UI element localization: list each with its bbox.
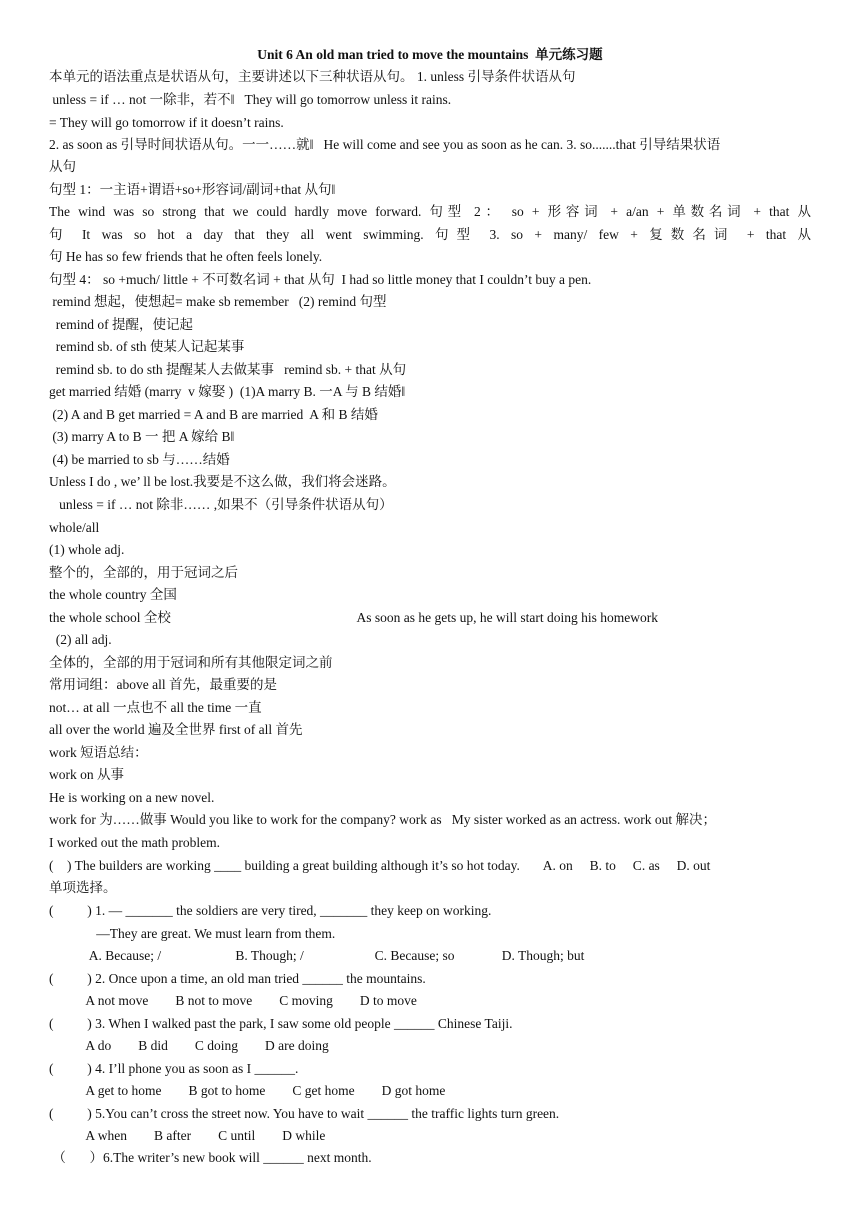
text-line: work 短语总结： xyxy=(49,745,148,760)
text-line: (2) A and B get married = A and B are married A 和 B 结婚 xyxy=(49,407,378,422)
section-heading: 单项选择。 xyxy=(49,880,117,895)
question-line: —They are great. We must learn from them. xyxy=(49,926,336,941)
answer-options: A get to home B got to home C get home D got home xyxy=(49,1083,446,1098)
text-line: the whole country 全国 xyxy=(49,587,177,602)
text-line: (2) all adj. xyxy=(49,632,112,647)
answer-options: A not move B not to move C moving D to move xyxy=(49,993,417,1008)
answer-options: A do B did C doing D are doing xyxy=(49,1038,329,1053)
text-line: unless = if … not 一除非，若不‖ They will go tomorrow unless it rains. xyxy=(49,92,452,107)
question-line: ( ) The builders are working ____ building a great building although it’s so hot today. A. on B. to C. as D. out xyxy=(49,858,711,873)
text-line: remind sb. of sth 使某人记起某事 xyxy=(49,339,245,354)
text-line: 常用词组：above all 首先，最重要的是 xyxy=(49,677,277,692)
text-line: 全体的，全部的用于冠词和所有其他限定词之前 xyxy=(49,655,333,670)
text-line: (4) be married to sb 与……结婚 xyxy=(49,452,230,467)
text-line: 句型 4： so +much/ little + 不可数名词 + that 从句 I had so little money that I couldn’t buy a pen. xyxy=(49,272,592,287)
text-line: get married 结婚 (marry v 嫁娶 ) (1)A marry B. 一A 与 B 结婚‖ xyxy=(49,384,406,399)
text-line: remind of 提醒，使记起 xyxy=(49,317,193,332)
text-line: the whole school 全校 As soon as he gets up, he will start doing his homework xyxy=(49,610,658,625)
question-line: （ ）6.The writer’s new book will ______ next month. xyxy=(49,1150,372,1165)
text-line: all over the world 遍及全世界 first of all 首先 xyxy=(49,722,303,737)
text-line: unless = if … not 除非…… ,如果不（引导条件状语从句） xyxy=(49,497,393,512)
text-line: remind 想起，使想起= make sb remember (2) remind 句型 xyxy=(49,294,387,309)
text-line: 句 It was so hot a day that they all went swimming. 句型 3. so + many/ few + 复数名词 + that 从 xyxy=(49,227,811,242)
text-line: 句型 1：一主语+谓语+so+形容词/副词+that 从句‖ xyxy=(49,182,336,197)
answer-options: A when B after C until D while xyxy=(49,1128,326,1143)
text-line: not… at all 一点也不 all the time 一直 xyxy=(49,700,262,715)
text-line: He is working on a new novel. xyxy=(49,790,215,805)
text-line: Unless I do , we’ ll be lost.我要是不这么做，我们将会迷路。 xyxy=(49,474,396,489)
text-line: 本单元的语法重点是状语从句，主要讲述以下三种状语从句。 1. unless 引导条件状语从句 xyxy=(49,69,576,84)
question-line: ( ) 5.You can’t cross the street now. You have to wait ______ the traffic lights turn green. xyxy=(49,1106,560,1121)
text-line: whole/all xyxy=(49,520,100,535)
question-line: ( ) 1. — _______ the soldiers are very tired, _______ they keep on working. xyxy=(49,903,492,918)
question-line: ( ) 4. I’ll phone you as soon as I ______. xyxy=(49,1061,299,1076)
text-line: work on 从事 xyxy=(49,767,124,782)
text-line: The wind was so strong that we could hardly move forward. 句型 2： so + 形容词 + a/an + 单数名词 + that 从 xyxy=(49,204,811,219)
text-line: 整个的，全部的，用于冠词之后 xyxy=(49,565,238,580)
document-title: Unit 6 An old man tried to move the mountains 单元练习题 xyxy=(257,47,603,62)
text-line: = They will go tomorrow if it doesn’t rains. xyxy=(49,115,284,130)
text-line: remind sb. to do sth 提醒某人去做某事 remind sb. + that 从句 xyxy=(49,362,407,377)
text-line: 从句 xyxy=(49,159,76,174)
text-line: (1) whole adj. xyxy=(49,542,125,557)
text-line: I worked out the math problem. xyxy=(49,835,220,850)
text-line: 2. as soon as 引导时间状语从句。一一……就‖ He will come and see you as soon as he can. 3. so.......that 引导结果状语 xyxy=(49,137,721,152)
text-line: work for 为……做事 Would you like to work for the company? work as My sister worked as an actress. work out 解决； xyxy=(49,812,717,827)
text-line: (3) marry A to B 一 把 A 嫁给 B‖ xyxy=(49,429,235,444)
question-line: ( ) 2. Once upon a time, an old man tried ______ the mountains. xyxy=(49,971,426,986)
text-line: 句 He has so few friends that he often feels lonely. xyxy=(49,249,323,264)
question-line: ( ) 3. When I walked past the park, I saw some old people ______ Chinese Taiji. xyxy=(49,1016,513,1031)
answer-options: A. Because; / B. Though; / C. Because; so D. Though; but xyxy=(49,948,585,963)
